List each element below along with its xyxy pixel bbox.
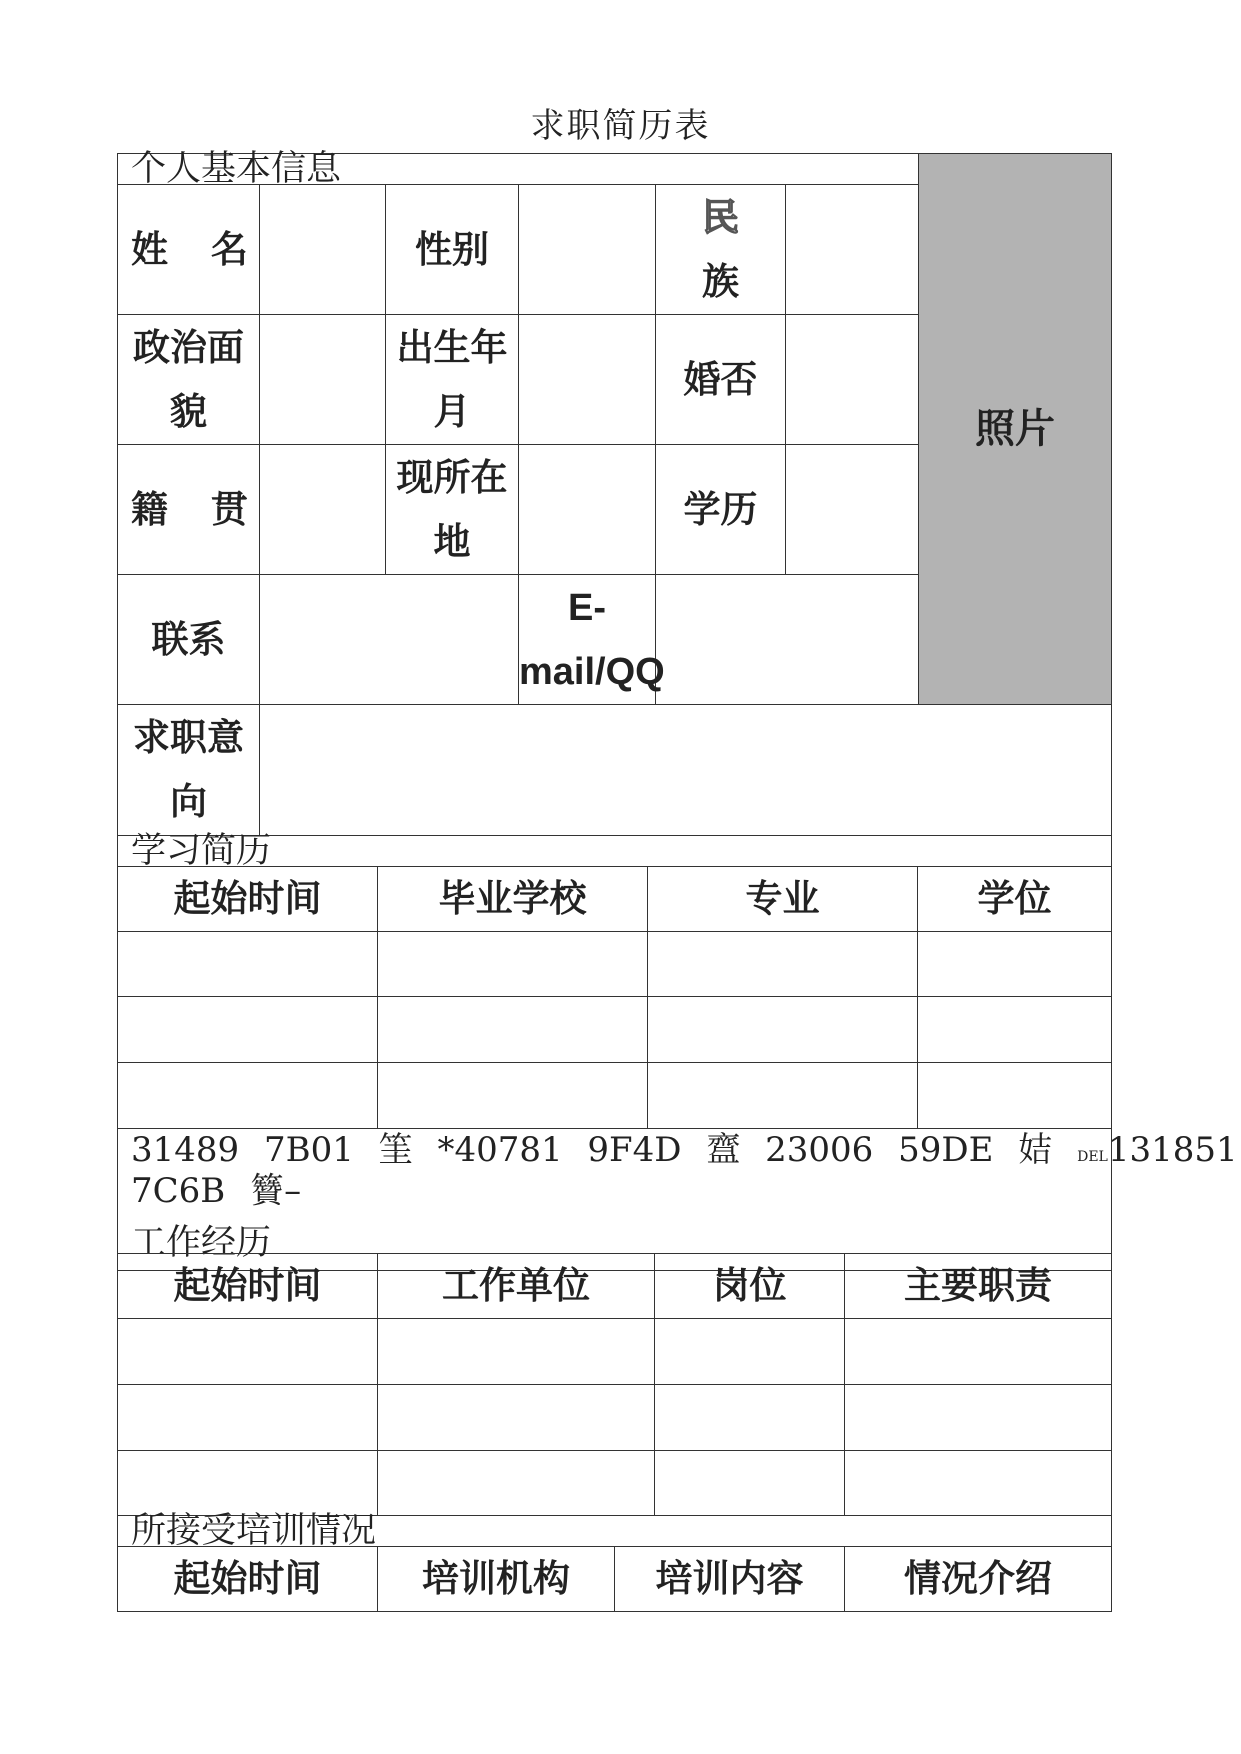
value-email-qq[interactable] bbox=[656, 575, 919, 705]
value-native-place[interactable] bbox=[260, 445, 386, 575]
table-cell[interactable] bbox=[918, 932, 1112, 997]
header-responsibilities: 主要职责 bbox=[845, 1254, 1112, 1319]
garbled-text-1: 31489 7B01 筀 *40781 9F4D 齍 23006 59DE 姞 bbox=[131, 1130, 1053, 1170]
table-cell[interactable] bbox=[378, 1451, 655, 1516]
table-cell[interactable] bbox=[378, 932, 648, 997]
table-cell[interactable] bbox=[648, 932, 918, 997]
value-contact[interactable] bbox=[260, 575, 519, 705]
value-birth-date[interactable] bbox=[519, 315, 656, 445]
garbled-line-1 bbox=[131, 1130, 1238, 1174]
label-political-status: 政治面貌 bbox=[118, 315, 260, 445]
section-personal-info: 个人基本信息 bbox=[118, 154, 919, 185]
value-ethnicity[interactable] bbox=[786, 185, 919, 315]
header-training-content: 培训内容 bbox=[615, 1547, 845, 1612]
header-start-time: 起始时间 bbox=[118, 1547, 378, 1612]
header-start-time: 起始时间 bbox=[118, 867, 378, 932]
label-gender: 性别 bbox=[386, 185, 519, 315]
label-marital-status: 婚否 bbox=[656, 315, 786, 445]
section-study-history: 学习简历 bbox=[118, 836, 1112, 867]
value-marital-status[interactable] bbox=[786, 315, 919, 445]
garbled-dash: – bbox=[284, 1171, 302, 1211]
value-current-location[interactable] bbox=[519, 445, 656, 575]
label-email-qq: E-mail/QQ bbox=[519, 575, 656, 705]
table-cell[interactable] bbox=[378, 1319, 655, 1385]
garbled-number: 131851 bbox=[1107, 1130, 1238, 1170]
table-cell[interactable] bbox=[378, 997, 648, 1063]
section-work-history: 工作经历 bbox=[131, 1223, 272, 1263]
header-employer: 工作单位 bbox=[378, 1254, 655, 1319]
label-birth-date: 出生年月 bbox=[386, 315, 519, 445]
value-gender[interactable] bbox=[519, 185, 656, 315]
training-table bbox=[117, 1511, 1112, 1612]
garbled-line-2 bbox=[131, 1171, 1111, 1211]
personal-info-table bbox=[117, 149, 1112, 836]
document-title: 求职简历表 bbox=[530, 106, 711, 146]
header-description: 情况介绍 bbox=[845, 1547, 1112, 1612]
table-cell[interactable] bbox=[118, 1385, 378, 1451]
table-cell[interactable] bbox=[845, 1385, 1112, 1451]
table-cell[interactable] bbox=[655, 1319, 845, 1385]
value-job-intention[interactable] bbox=[260, 705, 1112, 836]
label-ethnicity: 民 族 bbox=[656, 185, 786, 315]
label-current-location: 现所在地 bbox=[386, 445, 519, 575]
table-cell[interactable] bbox=[118, 1063, 378, 1129]
header-position: 岗位 bbox=[655, 1254, 845, 1319]
table-cell[interactable] bbox=[118, 997, 378, 1063]
table-cell[interactable] bbox=[655, 1385, 845, 1451]
table-cell[interactable] bbox=[378, 1385, 655, 1451]
table-cell[interactable] bbox=[845, 1319, 1112, 1385]
header-degree: 学位 bbox=[918, 867, 1112, 932]
label-contact: 联系 bbox=[118, 575, 260, 705]
table-cell[interactable] bbox=[648, 1063, 918, 1129]
section-training: 所接受培训情况 bbox=[118, 1516, 1112, 1547]
table-cell[interactable] bbox=[118, 932, 378, 997]
header-major: 专业 bbox=[648, 867, 918, 932]
table-cell[interactable] bbox=[655, 1451, 845, 1516]
label-native-place: 籍 贯 bbox=[118, 445, 260, 575]
value-name[interactable] bbox=[260, 185, 386, 315]
table-cell[interactable] bbox=[118, 1319, 378, 1385]
table-cell[interactable] bbox=[918, 997, 1112, 1063]
garbled-del-mark: DEL bbox=[1077, 1149, 1108, 1165]
ethnicity-first-char: 民 bbox=[702, 195, 739, 239]
photo-placeholder[interactable]: 照片 bbox=[919, 154, 1112, 705]
value-political-status[interactable] bbox=[260, 315, 386, 445]
table-cell[interactable] bbox=[918, 1063, 1112, 1129]
garbled-text-2: 7C6B 籫 bbox=[131, 1171, 285, 1211]
table-cell[interactable] bbox=[118, 1451, 378, 1516]
value-education[interactable] bbox=[786, 445, 919, 575]
label-job-intention: 求职意向 bbox=[118, 705, 260, 836]
label-name: 姓 名 bbox=[118, 185, 260, 315]
header-training-institution: 培训机构 bbox=[378, 1547, 615, 1612]
label-education: 学历 bbox=[656, 445, 786, 575]
header-start-time: 起始时间 bbox=[118, 1254, 378, 1319]
table-cell[interactable] bbox=[378, 1063, 648, 1129]
work-history-table bbox=[117, 1253, 1112, 1516]
table-cell[interactable] bbox=[648, 997, 918, 1063]
study-history-table bbox=[117, 831, 1238, 1271]
table-cell[interactable] bbox=[845, 1451, 1112, 1516]
header-school: 毕业学校 bbox=[378, 867, 648, 932]
garbled-text-block bbox=[118, 1129, 1238, 1271]
